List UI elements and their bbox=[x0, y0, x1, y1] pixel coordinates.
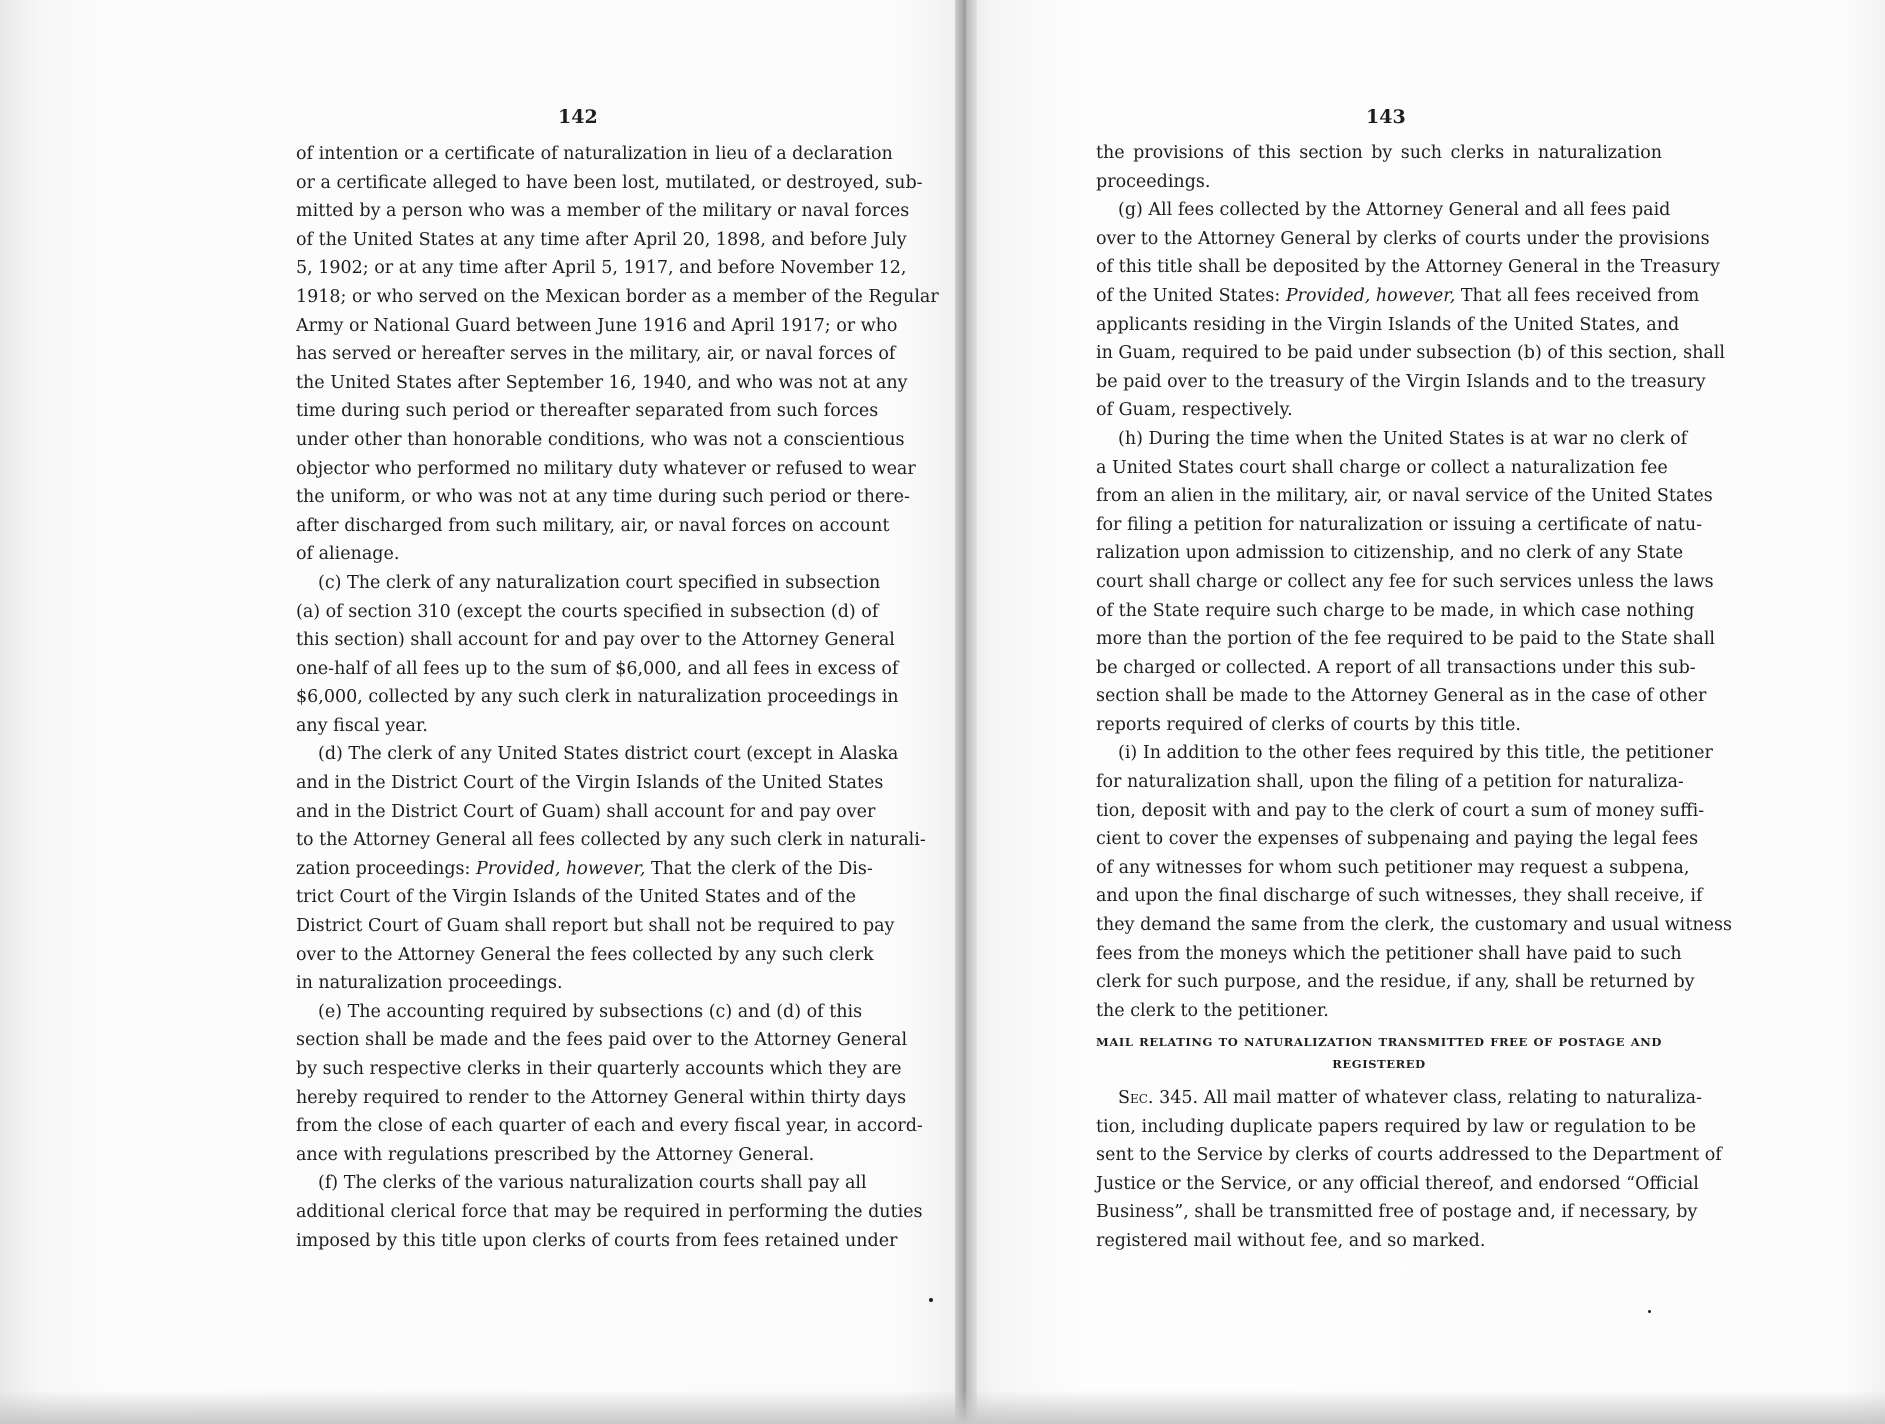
text-line: one-half of all fees up to the sum of $6,000, and all fees in excess of bbox=[296, 658, 899, 679]
ink-speck bbox=[1648, 1310, 1651, 1313]
text-line: cient to cover the expenses of subpenaing and paying the legal fees bbox=[1096, 829, 1699, 850]
text-segment: 345. All mail matter of whatever class, relating to naturaliza- bbox=[1153, 1088, 1702, 1108]
text-line: (h) During the time when the United States is at war no clerk of bbox=[1118, 428, 1688, 449]
text-line: Business”, shall be transmitted free of postage and, if necessary, by bbox=[1096, 1202, 1698, 1223]
text-line: ralization upon admission to citizenship, and no clerk of any State bbox=[1096, 543, 1684, 564]
text-line: be charged or collected. A report of all transactions under this sub- bbox=[1096, 657, 1696, 678]
text-line bbox=[1096, 1084, 1702, 1113]
text-line: and in the District Court of Guam) shall account for and pay over bbox=[296, 801, 876, 822]
text-line: of the State require such charge to be made, in which case nothing bbox=[1096, 600, 1695, 621]
text-line: tion, deposit with and pay to the clerk of court a sum of money suffi- bbox=[1096, 800, 1705, 821]
text-line: District Court of Guam shall report but shall not be required to pay bbox=[296, 916, 895, 937]
text-segment: of the United States: bbox=[1096, 285, 1286, 306]
text-line: be paid over to the treasury of the Virgin Islands and to the treasury bbox=[1096, 371, 1706, 392]
text-line: for filing a petition for naturalization or issuing a certificate of natu- bbox=[1096, 514, 1703, 535]
text-line: trict Court of the Virgin Islands of the United States and of the bbox=[296, 887, 856, 908]
text-line: applicants residing in the Virgin Islands of the United States, and bbox=[1096, 314, 1680, 335]
text-line: tion, including duplicate papers required by law or regulation to be bbox=[1096, 1116, 1696, 1137]
text-line: the provisions of this section by such clerks in naturalization bbox=[1096, 143, 1662, 163]
text-line: of the United States at any time after April 20, 1898, and before July bbox=[296, 229, 907, 250]
section-heading-line-1: MAIL RELATING TO NATURALIZATION TRANSMITTED FREE OF POSTAGE AND bbox=[1096, 1035, 1662, 1049]
text-line: the uniform, or who was not at any time during such period or there- bbox=[296, 487, 910, 508]
ink-speck bbox=[929, 1298, 933, 1302]
text-line: clerk for such purpose, and the residue, if any, shall be returned by bbox=[1096, 972, 1695, 993]
text-line bbox=[296, 855, 873, 884]
text-line: $6,000, collected by any such clerk in naturalization proceedings in bbox=[296, 687, 899, 708]
left-page-text bbox=[296, 140, 939, 1255]
text-segment: That all fees received from bbox=[1455, 285, 1700, 306]
right-page bbox=[965, 0, 1885, 1424]
text-line: any fiscal year. bbox=[296, 715, 428, 736]
text-line: has served or hereafter serves in the military, air, or naval forces of bbox=[296, 344, 896, 365]
text-line: of Guam, respectively. bbox=[1096, 400, 1293, 421]
text-line: hereby required to render to the Attorney General within thirty days bbox=[296, 1087, 907, 1108]
section-heading bbox=[1096, 1031, 1662, 1075]
text-line: (d) The clerk of any United States district court (except in Alaska bbox=[318, 744, 899, 765]
text-line: court shall charge or collect any fee for such services unless the laws bbox=[1096, 571, 1714, 592]
text-line: and in the District Court of the Virgin Islands of the United States bbox=[296, 773, 884, 794]
text-line: of alienage. bbox=[296, 544, 400, 565]
text-line: a United States court shall charge or collect a naturalization fee bbox=[1096, 457, 1668, 478]
text-line: (a) of section 310 (except the courts specified in subsection (d) of bbox=[296, 601, 879, 622]
italic-proviso: Provided, however, bbox=[1285, 285, 1456, 306]
text-line: additional clerical force that may be required in performing the duties bbox=[296, 1201, 923, 1222]
text-line: ance with regulations prescribed by the Attorney General. bbox=[296, 1144, 815, 1165]
section-heading-line-2: REGISTERED bbox=[1332, 1057, 1426, 1071]
left-page-number: 142 bbox=[558, 106, 598, 128]
text-line: registered mail without fee, and so marked. bbox=[1096, 1230, 1486, 1251]
text-line: 1918; or who served on the Mexican border as a member of the Regular bbox=[296, 286, 939, 307]
text-line: of any witnesses for whom such petitioner may request a subpena, bbox=[1096, 857, 1690, 878]
text-line: section shall be made to the Attorney General as in the case of other bbox=[1096, 686, 1707, 707]
text-line: from the close of each quarter of each and every fiscal year, in accord- bbox=[296, 1116, 923, 1137]
text-line: over to the Attorney General the fees collected by any such clerk bbox=[296, 944, 874, 965]
text-line: the United States after September 16, 1940, and who was not at any bbox=[296, 372, 908, 393]
text-line: time during such period or thereafter separated from such forces bbox=[296, 401, 879, 422]
text-line: reports required of clerks of courts by this title. bbox=[1096, 714, 1521, 735]
text-line: the clerk to the petitioner. bbox=[1096, 1000, 1329, 1021]
text-line: by such respective clerks in their quarterly accounts which they are bbox=[296, 1059, 902, 1079]
text-line: to the Attorney General all fees collected by any such clerk in naturali- bbox=[296, 830, 926, 851]
text-line: proceedings. bbox=[1096, 171, 1211, 192]
text-line: in Guam, required to be paid under subsection (b) of this section, shall bbox=[1096, 343, 1726, 364]
right-page-text bbox=[1096, 139, 1732, 1025]
text-line: for naturalization shall, upon the filing of a petition for naturaliza- bbox=[1096, 772, 1684, 793]
text-line: (e) The accounting required by subsections (c) and (d) of this bbox=[318, 1001, 863, 1022]
text-line: 5, 1902; or at any time after April 5, 1917, and before November 12, bbox=[296, 258, 907, 279]
text-line: (f) The clerks of the various naturalization courts shall pay all bbox=[318, 1173, 867, 1194]
text-line: fees from the moneys which the petitioner shall have paid to such bbox=[1096, 943, 1682, 964]
text-line: imposed by this title upon clerks of courts from fees retained under bbox=[296, 1230, 898, 1251]
italic-proviso: Provided, however, bbox=[475, 858, 646, 879]
text-line: Army or National Guard between June 1916 and April 1917; or who bbox=[296, 315, 898, 336]
text-line: over to the Attorney General by clerks of courts under the provisions bbox=[1096, 228, 1710, 249]
text-line: Justice or the Service, or any official thereof, and endorsed “Official bbox=[1096, 1173, 1699, 1194]
text-line: more than the portion of the fee required to be paid to the State shall bbox=[1096, 629, 1716, 650]
text-line: section shall be made and the fees paid over to the Attorney General bbox=[296, 1030, 908, 1051]
text-line: in naturalization proceedings. bbox=[296, 973, 563, 994]
text-line: of this title shall be deposited by the Attorney General in the Treasury bbox=[1096, 257, 1720, 278]
right-page-number: 143 bbox=[1366, 106, 1406, 128]
text-line: from an alien in the military, air, or naval service of the United States bbox=[1096, 486, 1713, 507]
text-line: they demand the same from the clerk, the customary and usual witness bbox=[1096, 915, 1732, 936]
text-line bbox=[1096, 282, 1700, 311]
text-line: this section) shall account for and pay over to the Attorney General bbox=[296, 630, 895, 651]
text-line: or a certificate alleged to have been lost, mutilated, or destroyed, sub- bbox=[296, 172, 923, 193]
text-line: (g) All fees collected by the Attorney General and all fees paid bbox=[1118, 200, 1671, 221]
text-line: under other than honorable conditions, who was not a conscientious bbox=[296, 429, 905, 450]
text-segment: zation proceedings: bbox=[296, 858, 476, 879]
book-gutter bbox=[955, 0, 977, 1424]
text-segment: That the clerk of the Dis- bbox=[645, 858, 873, 879]
text-line: after discharged from such military, air, or naval forces on account bbox=[296, 515, 890, 536]
text-line: (i) In addition to the other fees required by this title, the petitioner bbox=[1118, 743, 1713, 764]
section-345-text bbox=[1096, 1084, 1722, 1256]
text-line: of intention or a certificate of naturalization in lieu of a declaration bbox=[296, 144, 893, 164]
text-line: sent to the Service by clerks of courts addressed to the Department of bbox=[1096, 1145, 1722, 1166]
text-line: objector who performed no military duty whatever or refused to wear bbox=[296, 458, 916, 479]
section-label: Sec. bbox=[1118, 1088, 1154, 1108]
text-line: and upon the final discharge of such witnesses, they shall receive, if bbox=[1096, 886, 1703, 907]
page-bottom-shadow bbox=[0, 1390, 1885, 1424]
text-line: (c) The clerk of any naturalization court specified in subsection bbox=[318, 572, 881, 593]
text-line: mitted by a person who was a member of the military or naval forces bbox=[296, 201, 910, 222]
